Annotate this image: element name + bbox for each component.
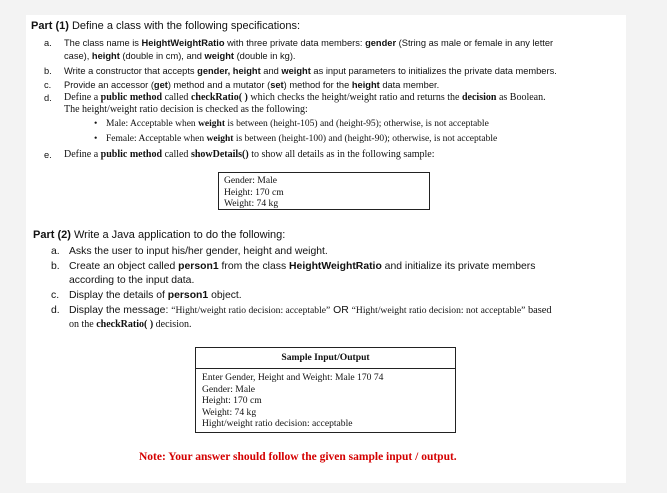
decision: decision: [461, 92, 497, 103]
text: to show all details as in the following sample:: [248, 149, 435, 160]
text: case),: [64, 51, 92, 61]
part1-item-d: [44, 92, 634, 118]
text: Define a: [64, 92, 101, 103]
io-line: Enter Gender, Height and Weight: Male 170 74: [202, 372, 384, 383]
text: Male: Acceptable when: [106, 119, 199, 129]
io-line: Weight: 74 kg: [202, 406, 257, 418]
field-gender: gender: [365, 38, 397, 48]
sample-details-box: [218, 172, 430, 210]
text: Female: Acceptable when: [106, 134, 207, 144]
part2-item-d: [51, 304, 651, 332]
part2-label: Part (2): [33, 229, 71, 241]
part1-heading: [31, 20, 300, 33]
sample-line: Height: 170 cm: [224, 186, 284, 198]
item-d-line1: [69, 304, 552, 318]
item-label: d.: [44, 93, 52, 103]
sample-line: Gender: Male: [224, 175, 278, 186]
sample-io-title: Sample Input/Output: [196, 348, 455, 369]
item-a-line2: [64, 50, 296, 62]
part1-heading-text: Define a class with the following specifications:: [71, 20, 301, 32]
part2-heading-text: Write a Java application to do the following:: [73, 229, 286, 241]
text: (String as male or female in any letter: [396, 38, 554, 48]
item-label: a.: [51, 246, 60, 257]
part1-item-a: [44, 37, 634, 63]
item-c-text: [64, 79, 439, 91]
io-line: Hight/weight ratio decision: acceptable: [202, 418, 353, 430]
set: set: [270, 80, 284, 90]
field-weight: weight: [206, 134, 234, 144]
part2-item-a: [51, 245, 631, 259]
text: The class name is: [64, 38, 142, 48]
object-name: person1: [178, 261, 219, 272]
text: is between (height-100) and (height-90); otherwise, is not acceptable: [233, 134, 498, 144]
part1-item-c: [44, 79, 634, 92]
text: ) method for the: [283, 80, 352, 90]
text: Display the message:: [69, 305, 172, 316]
text: ) method and a mutator (: [167, 80, 271, 90]
text: as input parameters to initializes the private data members.: [310, 66, 557, 76]
text: Create an object called: [69, 261, 179, 272]
io-line: Gender: Male: [202, 383, 256, 395]
item-b-line1: [69, 260, 535, 274]
text: on the: [69, 319, 97, 330]
text: from the class: [218, 261, 290, 272]
item-text: Asks the user to input his/her gender, height and weight.: [69, 246, 328, 257]
part1-item-e: [44, 149, 634, 162]
text: is between (height-105) and (height-95); otherwise, is not acceptable: [224, 119, 489, 129]
sample-line: Weight: 74 kg: [224, 198, 279, 210]
text: called: [162, 92, 191, 103]
sample-io-body: [196, 369, 455, 430]
part2-item-c: [51, 289, 631, 303]
item-label: b.: [44, 66, 52, 76]
item-label: d.: [51, 305, 60, 316]
item-label: e.: [44, 150, 52, 160]
bullet-text: [106, 133, 497, 145]
text: based: [525, 305, 552, 316]
method-name: showDetails(): [190, 149, 249, 160]
text: and: [260, 66, 282, 76]
bullet-dot: •: [94, 119, 98, 129]
text: Define a: [64, 149, 101, 160]
io-line: Height: 170 cm: [202, 395, 262, 407]
part1-label: Part (1): [31, 20, 69, 32]
text: decision.: [153, 319, 192, 330]
text: Provide an accessor (: [64, 80, 154, 90]
field-weight: weight: [281, 66, 311, 76]
item-d-line1: [64, 92, 546, 104]
or-text: OR: [330, 305, 352, 316]
text: which checks the height/weight ratio and returns the: [247, 92, 462, 103]
params: gender, height: [197, 66, 261, 76]
method-name: checkRatio( ): [190, 92, 248, 103]
text: (double in cm), and: [119, 51, 205, 61]
part1-item-b: [44, 65, 634, 78]
message-acceptable: “Hight/weight ratio decision: acceptable”: [171, 305, 331, 316]
part2-item-b: [51, 260, 631, 289]
item-label: b.: [51, 261, 60, 272]
public-method: public method: [100, 92, 163, 103]
method-name: checkRatio( ): [96, 319, 154, 330]
item-b-text: [64, 65, 557, 77]
part2-heading: [33, 229, 285, 242]
bullet-male: [94, 118, 614, 131]
note-text: Note: Your answer should follow the given sample input / output.: [139, 451, 457, 463]
sample-io-box: [195, 347, 456, 433]
item-a-line1: [64, 37, 553, 49]
object-name: person1: [167, 290, 209, 301]
item-label: c.: [51, 290, 60, 301]
item-d-line2: [69, 318, 191, 332]
item-d-line2: The height/weight ratio decision is checked as the following:: [64, 104, 308, 115]
item-c-text: [69, 289, 242, 303]
item-label: a.: [44, 38, 52, 48]
text: Write a constructor that accepts: [64, 66, 198, 76]
get: get: [153, 80, 168, 90]
field-weight: weight: [198, 119, 225, 129]
item-label: c.: [44, 80, 52, 90]
text: called: [162, 149, 191, 160]
message-not-acceptable: “Hight/weight ratio decision: not acceptable”: [351, 305, 526, 316]
text: data member.: [379, 80, 440, 90]
field-height: height: [91, 51, 120, 61]
text: as Boolean.: [496, 92, 546, 103]
item-e-text: [64, 149, 435, 161]
field-height: height: [351, 80, 380, 90]
field-weight: weight: [204, 51, 234, 61]
text: with three private data members:: [224, 38, 366, 48]
bullet-text: [106, 118, 489, 130]
text: and initialize its private members: [381, 261, 536, 272]
bullet-dot: •: [94, 134, 98, 144]
text: (double in kg).: [234, 51, 296, 61]
item-b-line2: according to the input data.: [69, 275, 195, 286]
bullet-female: [94, 133, 614, 146]
text: object.: [208, 290, 242, 301]
public-method: public method: [100, 149, 163, 160]
class-name: HeightWeightRatio: [289, 261, 382, 272]
class-name: HeightWeightRatio: [141, 38, 225, 48]
text: Display the details of: [69, 290, 168, 301]
